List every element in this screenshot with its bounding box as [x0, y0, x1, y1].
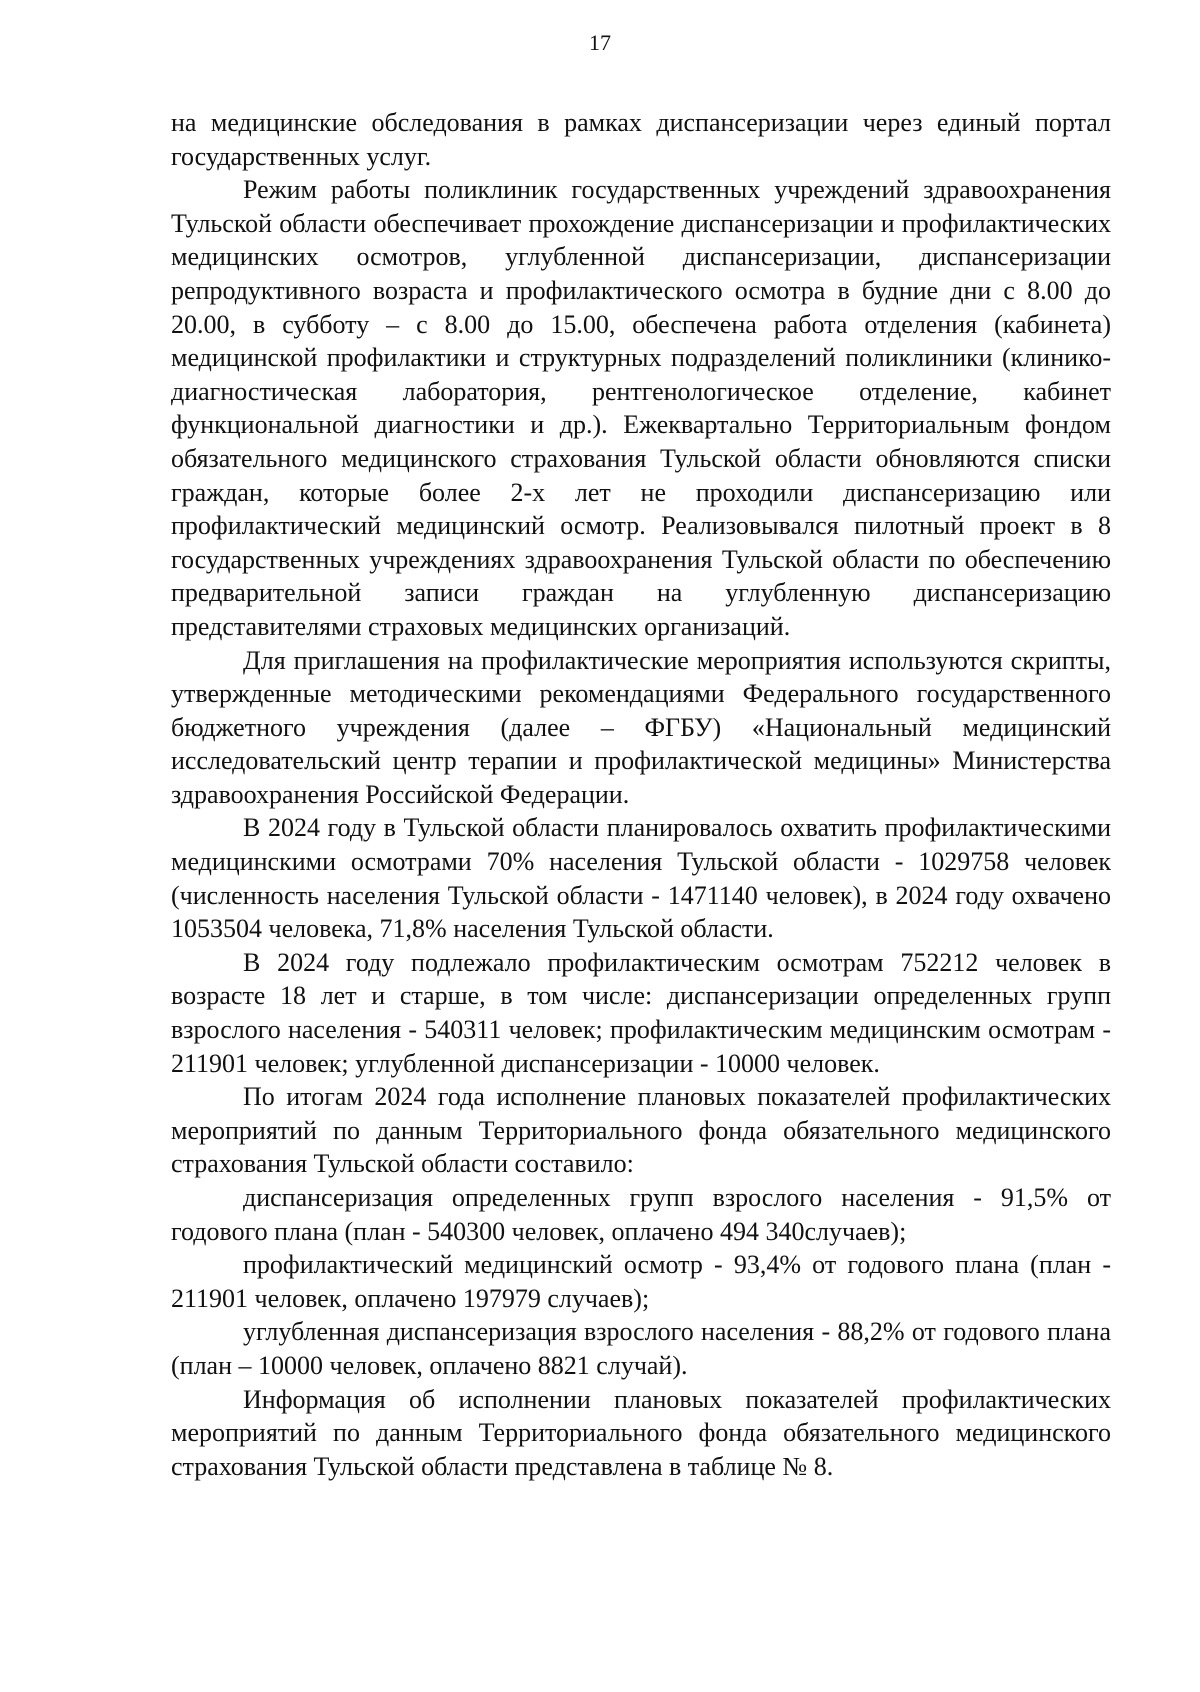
- paragraph-result-in-depth: углубленная диспансеризация взрослого населения - 88,2% от годового плана (план – 10000 человек, оплачено 8821 случай).: [171, 1317, 1111, 1380]
- paragraph-invitation-scripts: Для приглашения на профилактические мероприятия используются скрипты, утвержденные методическими рекомендациями Федерального государственного бюджетного учреждения (далее – ФГБУ) «Национальный медицинский исследовательский центр терапии и профилактической медицины» Министерства здравоохранения Российской Федерации.: [171, 645, 1111, 809]
- paragraph-result-dispensarization: диспансеризация определенных групп взрослого населения - 91,5% от годового плана (план - 540300 человек, оплачено 494 340случаев);: [171, 1183, 1111, 1246]
- paragraph-results-intro: По итогам 2024 года исполнение плановых показателей профилактических мероприятий по данным Территориального фонда обязательного медицинского страхования Тульской области составило:: [171, 1082, 1111, 1179]
- document-body: [171, 106, 1111, 1483]
- paragraph-polyclinic-schedule: Режим работы поликлиник государственных учреждений здравоохранения Тульской области обеспечивает прохождение диспансеризации и профилактических медицинских осмотров, углубленной диспансеризации, диспансеризации репродуктивного возраста и профилактического осмотра в будние дни с 8.00 до 20.00, в субботу – с 8.00 до 15.00, обеспечена работа отделения (кабинета) медицинской профилактики и структурных подразделений поликлиники (клинико-диагностическая лаборатория, рентгенологическое отделение, кабинет функциональной диагностики и др.). Ежеквартально Территориальным фондом обязательного медицинского страхования Тульской области обновляются списки граждан, которые более 2-х лет не проходили диспансеризацию или профилактический медицинский осмотр. Реализовывался пилотный проект в 8 государственных учреждениях здравоохранения Тульской области по обеспечению предварительной записи граждан на углубленную диспансеризацию представителями страховых медицинских организаций.: [171, 175, 1111, 641]
- paragraph-result-preventive-exam: профилактический медицинский осмотр - 93,4% от годового плана (план - 211901 человек, оплачено 197979 случаев);: [171, 1250, 1111, 1313]
- paragraph-coverage-2024: В 2024 году в Тульской области планировалось охватить профилактическими медицинскими осмотрами 70% населения Тульской области - 1029758 человек (численность населения Тульской области - 1471140 человек), в 2024 году охвачено 1053504 человека, 71,8% населения Тульской области.: [171, 813, 1111, 944]
- paragraph-subject-to-exams: В 2024 году подлежало профилактическим осмотрам 752212 человек в возрасте 18 лет и старше, в том числе: диспансеризации определенных групп взрослого населения - 540311 человек; профилактическим медицинским осмотрам - 211901 человек; углубленной диспансеризации - 10000 человек.: [171, 947, 1111, 1078]
- paragraph-portal-continuation: на медицинские обследования в рамках диспансеризации через единый портал государственных услуг.: [171, 108, 1111, 171]
- page-number: 17: [589, 30, 611, 55]
- paragraph-table-reference: Информация об исполнении плановых показателей профилактических мероприятий по данным Территориального фонда обязательного медицинского страхования Тульской области представлена в таблице № 8.: [171, 1384, 1111, 1481]
